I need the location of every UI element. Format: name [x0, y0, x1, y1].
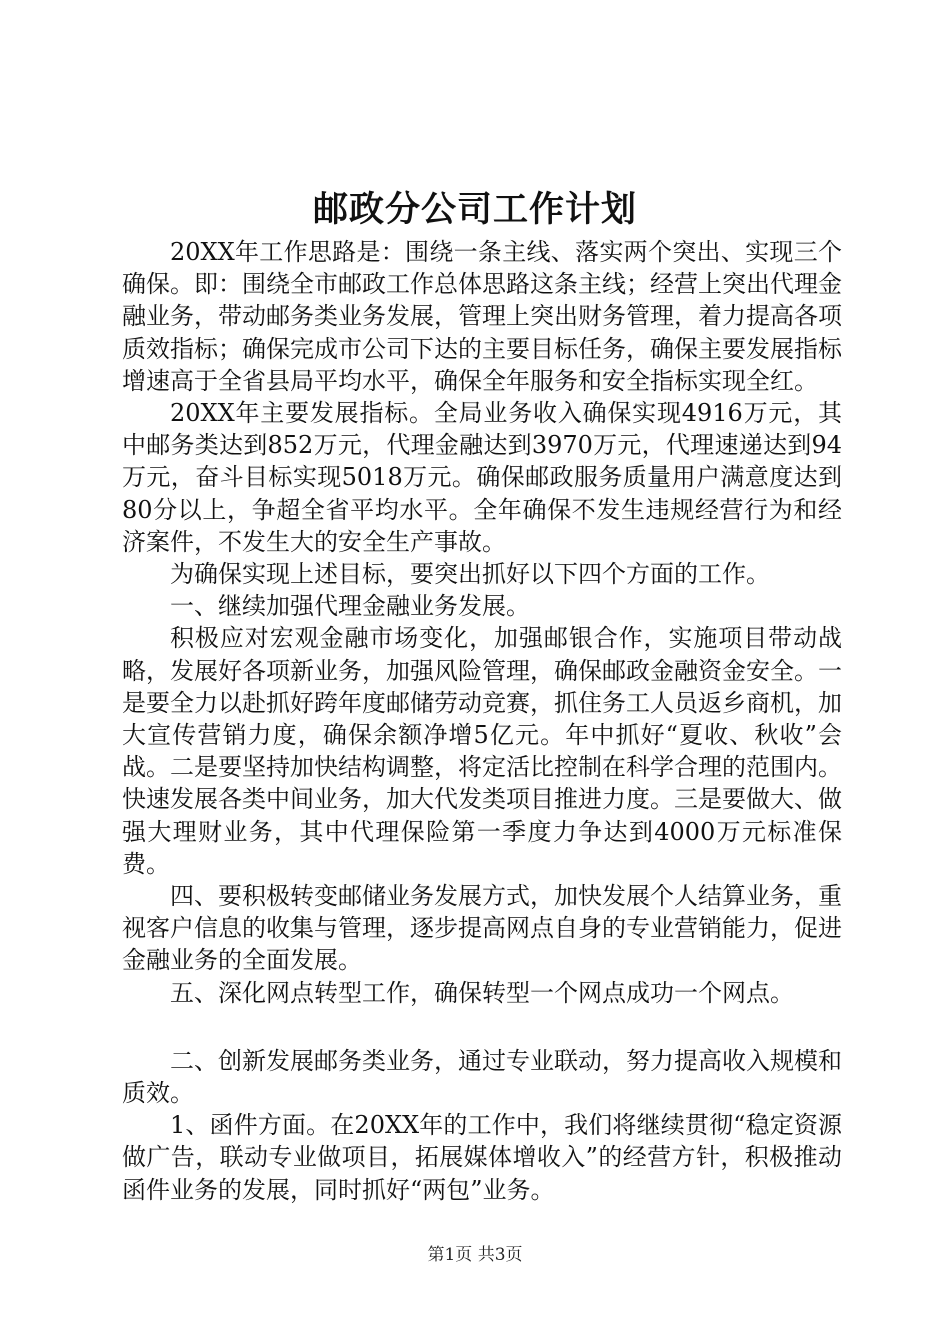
page-number-footer: 第1页 共3页 [427, 1245, 523, 1265]
heading-section-1: 一、继续加强代理金融业务发展。 [170, 592, 530, 621]
document-body [122, 236, 842, 1206]
heading-section-2: 二、创新发展邮务类业务，通过专业联动，努力提高收入规模和质效。 [122, 1046, 842, 1108]
document-title: 邮政分公司工作计划 [312, 189, 637, 230]
blank-line [122, 1009, 842, 1045]
paragraph-finance-measures: 积极应对宏观金融市场变化，加强邮银合作，实施项目带动战略，发展好各项新业务，加强风险管理，确保邮政金融资金安全。一是要全力以赴抓好跨年度邮储劳动竞赛，抓住务工人员返乡商机，加大宣传营销力度，确保余额净增5亿元。年中抓好“夏收、秋收”会战。二是要坚持加快结构调整，将定活比控制在科学合理的范围内。快速发展各类中间业务，加大代发类项目推进力度。三是要做大、做强大理财业务，其中代理保险第一季度力争达到4000万元标准保费。 [122, 624, 842, 878]
paragraph-main-indicators: 20XX年主要发展指标。全局业务收入确保实现4916万元，其中邮务类达到852万元，代理金融达到3970万元，代理速递达到94万元，奋斗目标实现5018万元。确保邮政服务质量用户满意度达到80分以上，争超全省平均水平。全年确保不发生违规经营行为和经济案件，不发生大的安全生产事故。 [122, 399, 842, 556]
paragraph-outlet-transformation: 五、深化网点转型工作，确保转型一个网点成功一个网点。 [170, 978, 794, 1007]
paragraph-letters: 1、函件方面。在20XX年的工作中，我们将继续贯彻“稳定资源做广告，联动专业做项目，拓展媒体增收入”的经营方针，积极推动函件业务的发展，同时抓好“两包”业务。 [122, 1111, 842, 1204]
paragraph-work-approach: 20XX年工作思路是：围绕一条主线、落实两个突出、实现三个确保。即：围绕全市邮政工作总体思路这条主线；经营上突出代理金融业务，带动邮务类业务发展，管理上突出财务管理，着力提高各项质效指标；确保完成市公司下达的主要目标任务，确保主要发展指标增速高于全省县局平均水平，确保全年服务和安全指标实现全红。 [122, 238, 842, 395]
paragraph-savings-transformation: 四、要积极转变邮储业务发展方式，加快发展个人结算业务，重视客户信息的收集与管理，逐步提高网点自身的专业营销能力，促进金融业务的全面发展。 [122, 882, 842, 975]
paragraph-four-aspects: 为确保实现上述目标，要突出抓好以下四个方面的工作。 [170, 560, 770, 589]
